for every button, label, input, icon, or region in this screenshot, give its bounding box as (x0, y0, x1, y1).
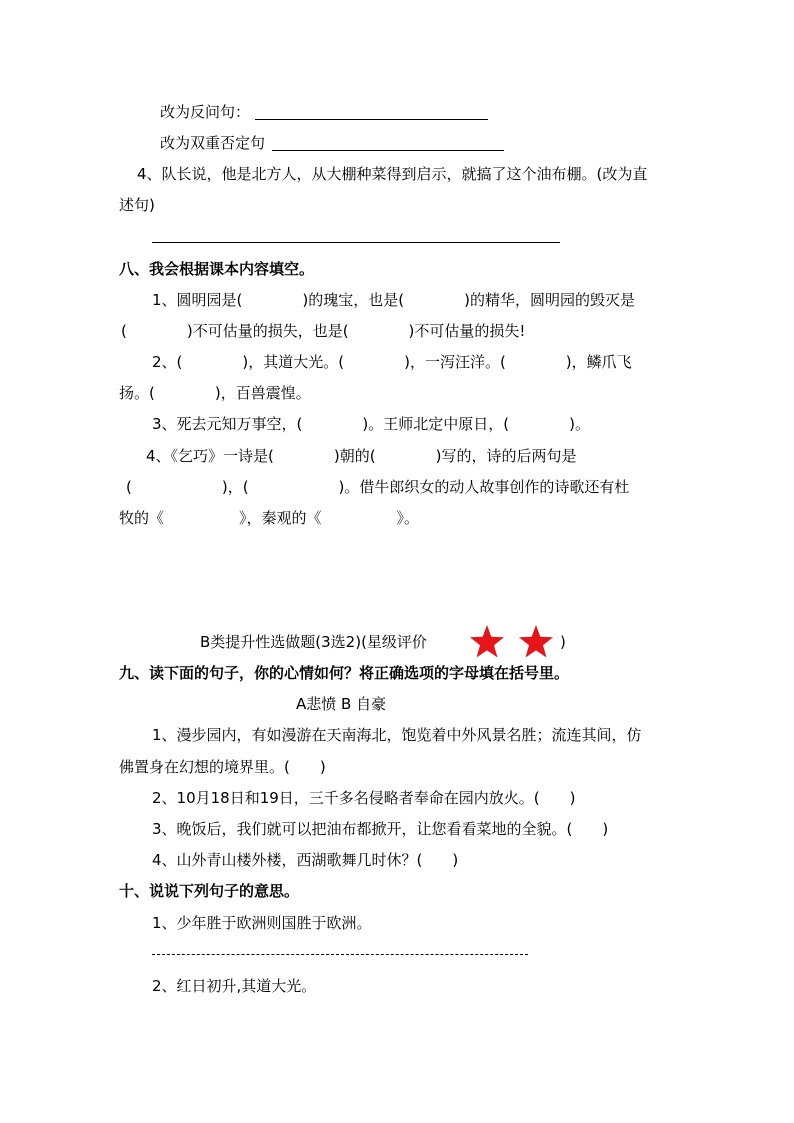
question-9-1-cont: 佛置身在幻想的境界里。( ) (119, 758, 326, 776)
section-9-options: A悲愤 B 自豪 (296, 695, 387, 713)
question-9-1: 1、漫步园内，有如漫游在天南海北，饱览着中外风景名胜；流连其间，仿 (152, 726, 642, 744)
question-10-2: 2、红日初升,其道大光。 (152, 977, 317, 995)
question-8-3: 3、死去元知万事空，( )。王师北定中原日，( )。 (152, 415, 590, 433)
answer-line[interactable] (152, 242, 560, 243)
section-9-heading: 九、读下面的句子，你的心情如何？将正确选项的字母填在括号里。 (119, 664, 570, 682)
question-8-4-cont2: 牧的《 》，秦观的《 》。 (119, 509, 420, 527)
section-b-heading (200, 632, 427, 652)
question-8-4-cont: ( )，( )。借牛郎织女的动人故事创作的诗歌还有杜 (126, 478, 630, 496)
answer-line[interactable] (255, 119, 488, 120)
question-9-2: 2、10月18日和19日，三千多名侵略者奉命在园内放火。( ) (152, 789, 576, 807)
star-icon (518, 624, 554, 660)
question-7-4: 4、队长说，他是北方人，从大棚种菜得到启示，就搞了这个油布棚。(改为直 (137, 165, 648, 183)
question-8-1-cont: ( )不可估量的损失，也是( )不可估量的损失! (121, 322, 526, 340)
question-7-4-cont: 述句) (119, 196, 155, 214)
question-8-1: 1、圆明园是( )的瑰宝，也是( )的精华，圆明园的毁灭是 (152, 291, 635, 309)
section-8-heading: 八、我会根据课本内容填空。 (119, 260, 315, 278)
rewrite-rhetorical-label: 改为反问句： (160, 103, 251, 121)
rewrite-double-negative-label: 改为双重否定句 (160, 134, 266, 152)
section-b-heading-close: ) (560, 633, 566, 651)
question-9-4: 4、山外青山楼外楼，西湖歌舞几时休？( ) (152, 851, 459, 869)
question-9-3: 3、晚饭后，我们就可以把油布都掀开，让您看看菜地的全貌。( ) (152, 820, 609, 838)
star-icon (469, 624, 505, 660)
answer-line[interactable] (152, 954, 528, 955)
question-8-4: 4、《乞巧》一诗是( )朝的( )写的，诗的后两句是 (146, 447, 577, 465)
answer-line[interactable] (272, 150, 504, 151)
section-10-heading: 十、说说下列句子的意思。 (119, 882, 300, 900)
section-b-heading-text: B类提升性选做题(3选2)(星级评价 (200, 633, 427, 651)
question-8-2-cont: 扬。( )，百兽震惶。 (119, 384, 311, 402)
question-10-1: 1、少年胜于欧洲则国胜于欧洲。 (152, 914, 372, 932)
question-8-2: 2、( )，其道大光。( )，一泻汪洋。( )，鳞爪飞 (152, 353, 632, 371)
